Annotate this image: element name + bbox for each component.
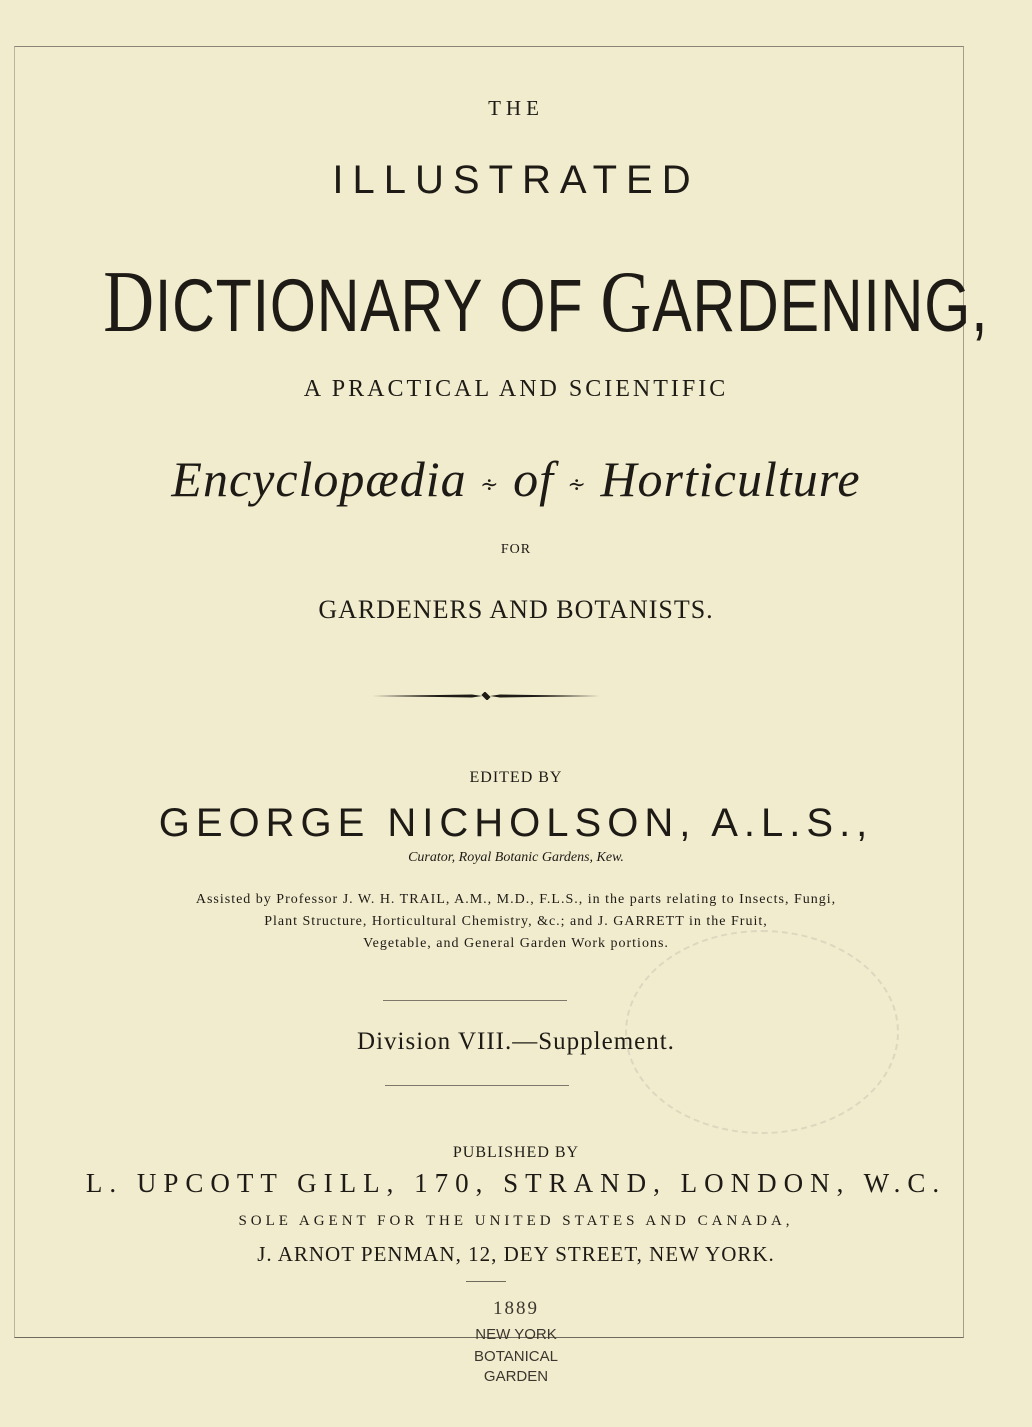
ornament-glyph-1: ∻: [480, 471, 500, 497]
rule-short: [466, 1281, 506, 1282]
editor-role: Curator, Royal Botanic Gardens, Kew.: [408, 850, 624, 865]
audience-line: GARDENERS AND BOTANISTS.: [318, 595, 714, 624]
for-label: FOR: [500, 542, 532, 557]
library-stamp-line-2: BOTANICAL: [474, 1348, 558, 1365]
main-title: [103, 252, 989, 353]
rule-lower: [385, 1085, 569, 1086]
agent-name: J. ARNOT PENMAN, 12, DEY STREET, NEW YORK.: [257, 1242, 775, 1266]
edited-by-label: EDITED BY: [469, 769, 563, 786]
subtitle: A PRACTICAL AND SCIENTIFIC: [303, 376, 729, 402]
publication-year: 1889: [493, 1298, 539, 1319]
editor-name: GEORGE NICHOLSON, A.L.S.,: [158, 801, 874, 845]
assistance-line-1: Assisted by Professor J. W. H. TRAIL, A.M., M.D., F.L.S., in the parts relating to Insects, Fungi,: [195, 892, 837, 907]
ornament-glyph-2: ∻: [567, 471, 587, 497]
divider-ornament: [372, 692, 600, 700]
encyclopaedia-line: [0, 450, 1032, 508]
main-title-part1: ICTIONARY OF: [154, 264, 601, 347]
division-title: Division VIII.—Supplement.: [357, 1028, 675, 1055]
main-title-cap-g: G: [600, 254, 653, 351]
library-stamp-line-1: NEW YORK: [475, 1326, 557, 1343]
encyc-horticulture: Horticulture: [600, 451, 861, 507]
assistance-line-3: Vegetable, and General Garden Work portions.: [363, 936, 669, 951]
main-title-cap-d: D: [103, 254, 155, 351]
rule-upper: [383, 1000, 567, 1001]
publisher-name: L. UPCOTT GILL, 170, STRAND, LONDON, W.C.: [85, 1168, 947, 1198]
encyc-of: of: [513, 451, 555, 507]
title-the: THE: [488, 96, 544, 120]
assistance-line-2: Plant Structure, Horticultural Chemistry, &c.; and J. GARRETT in the Fruit,: [264, 914, 768, 929]
agent-line: SOLE AGENT FOR THE UNITED STATES AND CANADA,: [238, 1213, 794, 1229]
published-by-label: PUBLISHED BY: [452, 1144, 580, 1161]
main-title-part2: ARDENING,: [652, 264, 989, 347]
encyc-word: Encyclopædia: [171, 451, 467, 507]
title-illustrated: ILLUSTRATED: [332, 158, 700, 202]
library-stamp-line-3: GARDEN: [483, 1368, 549, 1385]
